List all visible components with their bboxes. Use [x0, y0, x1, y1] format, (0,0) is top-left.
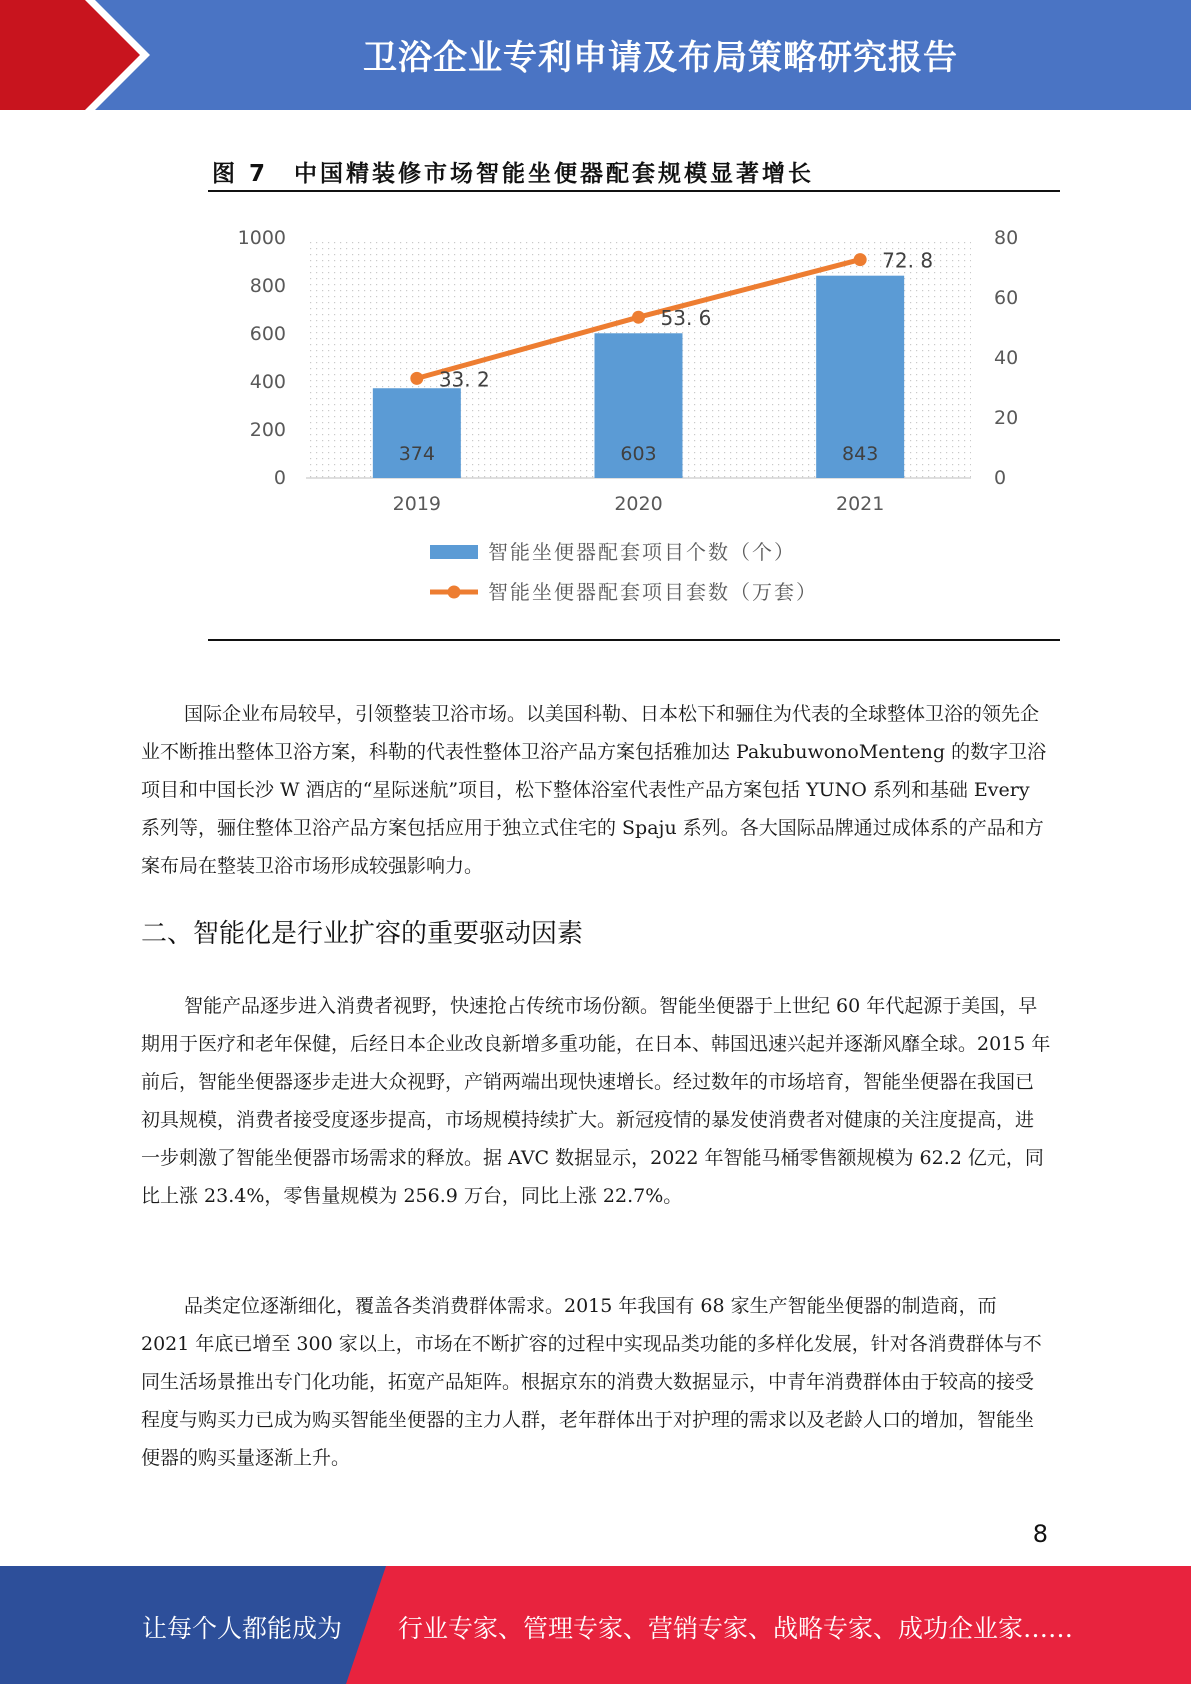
y-left-tick-label: 400 [249, 371, 286, 393]
x-tick-label: 2020 [614, 493, 663, 515]
line-data-label: 53. 6 [660, 306, 712, 331]
y-left-tick-label: 200 [249, 419, 286, 441]
paragraph-category-refinement: 品类定位逐渐细化，覆盖各类消费群体需求。2015 年我国有 68 家生产智能坐便器的制造商，而 2021 年底已增至 300 家以上，市场在不断扩容的过程中实现品类功能的多样化发展，针对各消费群体与不同生活场景推出专门化功能，拓宽产品矩阵。根据京东的消费大数据显示，中青年消费群体由于较高的接受程度与购买力已成为购买智能坐便器的主力人群，老年群体出于对护理的需求以及老龄人口的增加，智能坐便器的购买量逐渐上升。 [141, 1295, 1042, 1469]
y-left-tick-label: 800 [249, 275, 286, 297]
x-tick-label: 2021 [835, 493, 885, 515]
page-footer [0, 1566, 1191, 1684]
paragraph-intl-enterprises: 国际企业布局较早，引领整装卫浴市场。以美国科勒、日本松下和骊住为代表的全球整体卫浴的领先企业不断推出整体卫浴方案，科勒的代表性整体卫浴产品方案包括雅加达 PakubuwonoMenteng 的数字卫浴项目和中国长沙 W 酒店的“星际迷航”项目，松下整体浴室代表性产品方案包括 YUNO 系列和基础 Every 系列等，骊住整体卫浴产品方案包括应用于独立式住宅的 Spaju 系列。各大国际品牌通过成体系的产品和方案布局在整装卫浴市场形成较强影响力。 [141, 703, 1047, 877]
y-right-tick-label: 40 [994, 347, 1019, 369]
legend-bar-swatch [430, 545, 478, 559]
line-data-label: 33. 2 [438, 367, 490, 392]
section-heading: 二、智能化是行业扩容的重要驱动因素 [141, 919, 584, 949]
bar-data-label: 603 [620, 443, 657, 465]
line-point-2019 [410, 372, 423, 385]
combo-chart [208, 200, 1060, 630]
figure-caption: 图 7 中国精装修市场智能坐便器配套规模显著增长 [212, 161, 815, 187]
legend-line-label: 智能坐便器配套项目套数（万套） [488, 580, 818, 604]
report-title: 卫浴企业专利申请及布局策略研究报告 [363, 38, 958, 78]
page-number: 8 [1032, 1520, 1048, 1548]
page-header [0, 0, 1191, 110]
y-right-tick-label: 60 [994, 287, 1019, 309]
y-left-tick-label: 1000 [237, 227, 286, 249]
y-left-tick-label: 0 [273, 467, 286, 489]
header-red-arrow [0, 0, 140, 110]
y-right-tick-label: 80 [994, 227, 1019, 249]
line-point-2020 [632, 311, 645, 324]
line-point-2021 [854, 253, 867, 266]
y-left-tick-label: 600 [249, 323, 286, 345]
y-right-tick-label: 20 [994, 407, 1019, 429]
legend-line-marker [448, 586, 461, 599]
bar-data-label: 374 [398, 443, 435, 465]
footer-slogan-left: 让每个人都能成为 [142, 1614, 343, 1643]
paragraph-smart-products: 智能产品逐步进入消费者视野，快速抢占传统市场份额。智能坐便器于上世纪 60 年代起源于美国，早期用于医疗和老年保健，后经日本企业改良新增多重功能，在日本、韩国迅速兴起并逐渐风靡全球。2015 年前后，智能坐便器逐步走进大众视野，产销两端出现快速增长。经过数年的市场培育，智能坐便器在我国已初具规模，消费者接受度逐步提高，市场规模持续扩大。新冠疫情的暴发使消费者对健康的关注度提高，进一步刺激了智能坐便器市场需求的释放。据 AVC 数据显示，2022 年智能马桶零售额规模为 62.2 亿元，同比上涨 23.4%，零售量规模为 256.9 万台，同比上涨 22.7%。 [141, 995, 1051, 1207]
bar-data-label: 843 [842, 443, 879, 465]
line-data-label: 72. 8 [882, 248, 934, 273]
figure-top-rule [208, 190, 1060, 192]
figure-bottom-rule [208, 639, 1060, 641]
legend-bar-label: 智能坐便器配套项目个数（个） [488, 540, 796, 564]
x-tick-label: 2019 [392, 493, 442, 515]
y-right-tick-label: 0 [994, 467, 1007, 489]
footer-slogan-right: 行业专家、管理专家、营销专家、战略专家、成功企业家…… [398, 1614, 1074, 1643]
